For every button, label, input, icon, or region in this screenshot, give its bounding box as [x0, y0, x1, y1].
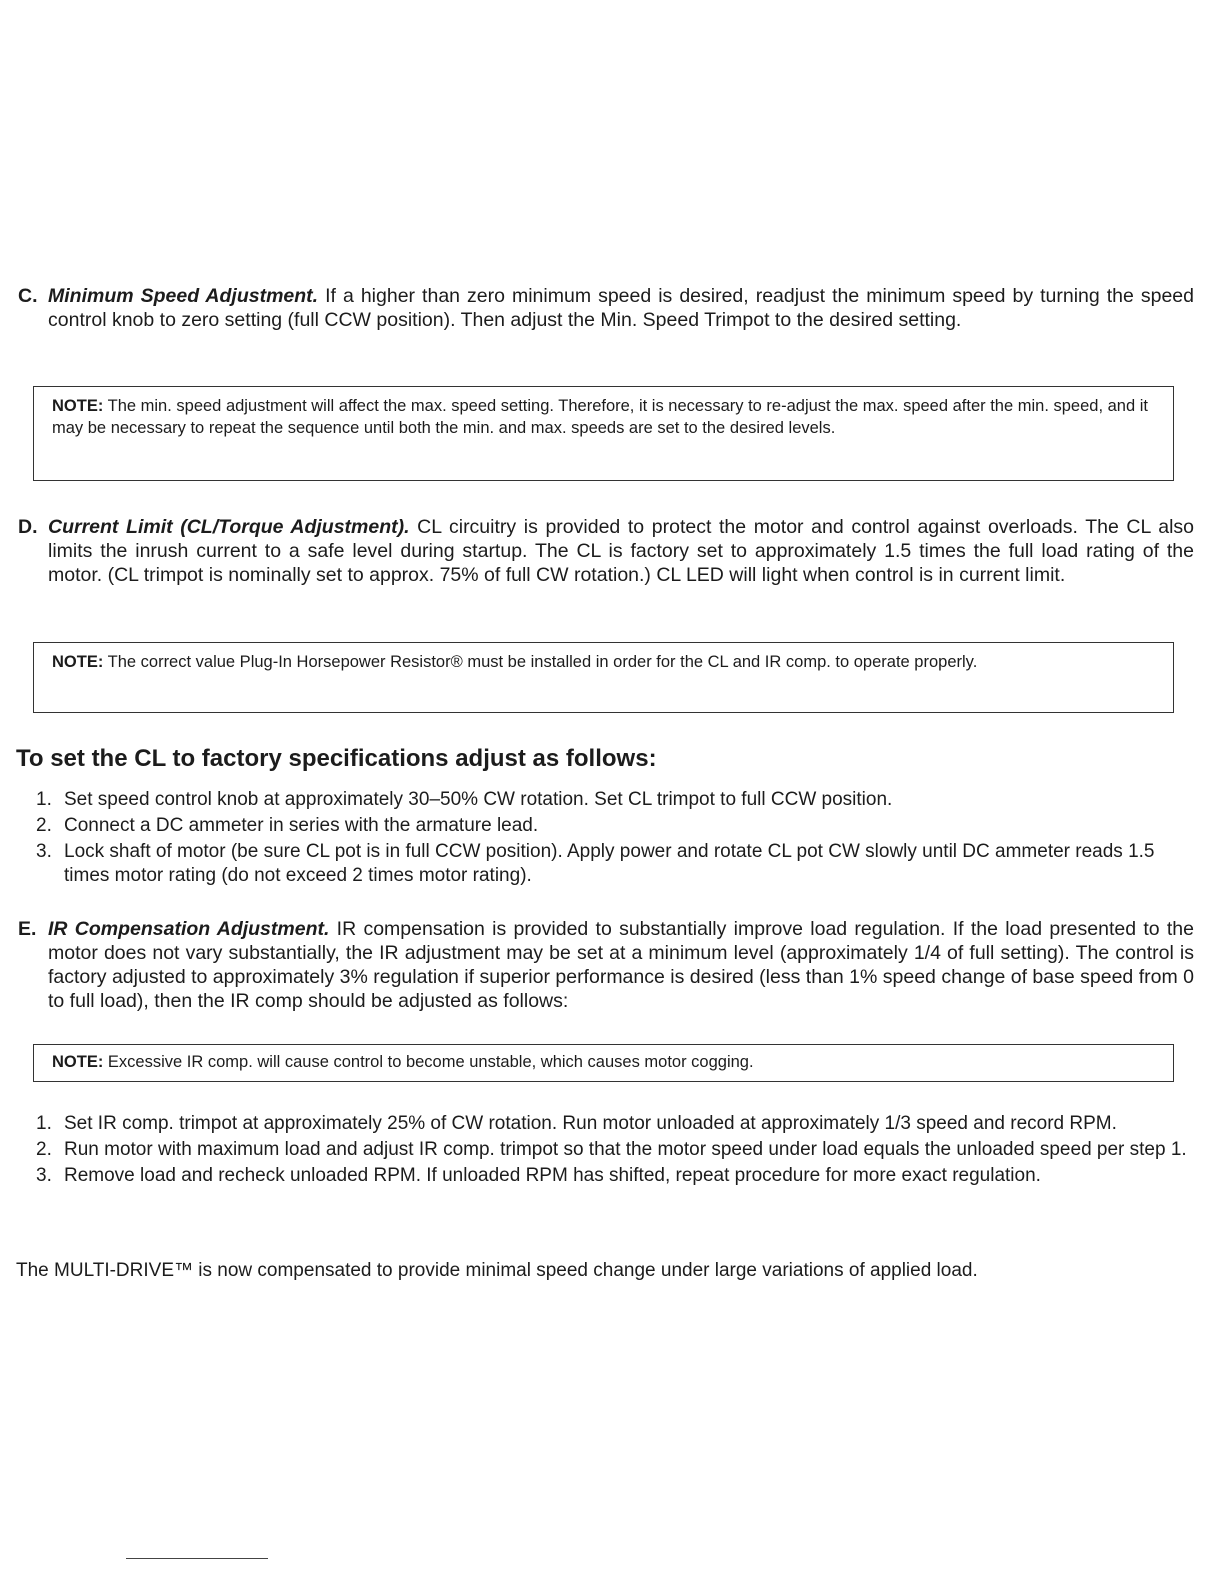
list-item — [36, 788, 1194, 812]
step-number: 3. — [36, 841, 52, 862]
list-item — [36, 1112, 1194, 1136]
step-text: Lock shaft of motor (be sure CL pot is in full CCW position). Apply power and rotate CL pot CW slowly until DC ammeter reads 1.5 times motor rating (do not exceed 2 times motor rating). — [64, 841, 1155, 886]
note-ir-comp — [33, 1044, 1174, 1082]
section-e — [18, 917, 1194, 1013]
note-min-speed — [33, 386, 1174, 481]
step-number: 1. — [36, 1113, 52, 1134]
step-text: Run motor with maximum load and adjust IR comp. trimpot so that the motor speed under load equals the unloaded speed per step 1. — [64, 1139, 1187, 1160]
step-number: 2. — [36, 815, 52, 836]
list-item — [36, 814, 1194, 838]
section-e-letter: E. — [18, 918, 37, 940]
section-c-heading: Minimum Speed Adjustment. — [48, 285, 319, 307]
ir-steps — [36, 1112, 1194, 1190]
note-hp-resistor — [33, 642, 1174, 713]
note-min-speed-text: The min. speed adjustment will affect the max. speed setting. Therefore, it is necessary to re-adjust the max. speed after the min. speed, and it may be necessary to repeat the sequence until both the min. and max. speeds are set to the desired levels. — [52, 397, 1148, 437]
cl-setup-steps — [36, 788, 1194, 890]
footnote-rule — [126, 1558, 268, 1559]
section-e-body: IR compensation is provided to substantially improve load regulation. If the load presented to the motor does not vary substantially, the IR adjustment may be set at a minimum level (approximately 1/4 of full setting). The control is factory adjusted to approximately 3% regulation if superior performance is desired (less than 1% speed change of base speed from 0 to full load), then the IR comp should be adjusted as follows: — [48, 918, 1194, 1012]
section-d-letter: D. — [18, 516, 38, 538]
list-item — [36, 1138, 1194, 1162]
section-d — [18, 515, 1194, 587]
note-min-speed-label: NOTE: — [52, 397, 104, 415]
list-item — [36, 1164, 1194, 1188]
list-item — [36, 840, 1194, 888]
step-text: Set IR comp. trimpot at approximately 25% of CW rotation. Run motor unloaded at approximately 1/3 speed and record RPM. — [64, 1113, 1117, 1134]
section-d-body: CL circuitry is provided to protect the motor and control against overloads. The CL also limits the inrush current to a safe level during startup. The CL is factory set to approximately 1.5 times the full load rating of the motor. (CL trimpot is nominally set to approx. 75% of full CW rotation.) CL LED will light when control is in current limit. — [48, 516, 1194, 586]
step-number: 2. — [36, 1139, 52, 1160]
section-c-letter: C. — [18, 285, 38, 307]
note-hp-resistor-text: The correct value Plug-In Horsepower Resistor® must be installed in order for the CL and IR comp. to operate properly. — [103, 653, 978, 671]
section-c — [18, 284, 1194, 332]
note-hp-resistor-label: NOTE: — [52, 653, 104, 671]
step-text: Set speed control knob at approximately 30–50% CW rotation. Set CL trimpot to full CCW position. — [64, 789, 893, 810]
step-text: Connect a DC ammeter in series with the armature lead. — [64, 815, 539, 836]
section-d-text — [48, 515, 1194, 587]
step-text: Remove load and recheck unloaded RPM. If unloaded RPM has shifted, repeat procedure for more exact regulation. — [64, 1165, 1041, 1186]
section-c-text — [48, 284, 1194, 332]
section-e-text — [48, 917, 1194, 1013]
note-ir-comp-text: Excessive IR comp. will cause control to become unstable, which causes motor cogging. — [103, 1053, 754, 1071]
closing-statement: The MULTI-DRIVE™ is now compensated to provide minimal speed change under large variations of applied load. — [16, 1260, 978, 1281]
note-ir-comp-label: NOTE: — [52, 1053, 104, 1071]
section-c-body: If a higher than zero minimum speed is desired, readjust the minimum speed by turning the speed control knob to zero setting (full CCW position). Then adjust the Min. Speed Trimpot to the desired setting. — [48, 285, 1194, 331]
step-number: 3. — [36, 1165, 52, 1186]
cl-setup-title: To set the CL to factory specifications adjust as follows: — [16, 745, 657, 772]
section-d-heading: Current Limit (CL/Torque Adjustment). — [48, 516, 410, 538]
section-e-heading: IR Compensation Adjustment. — [48, 918, 330, 940]
step-number: 1. — [36, 789, 52, 810]
